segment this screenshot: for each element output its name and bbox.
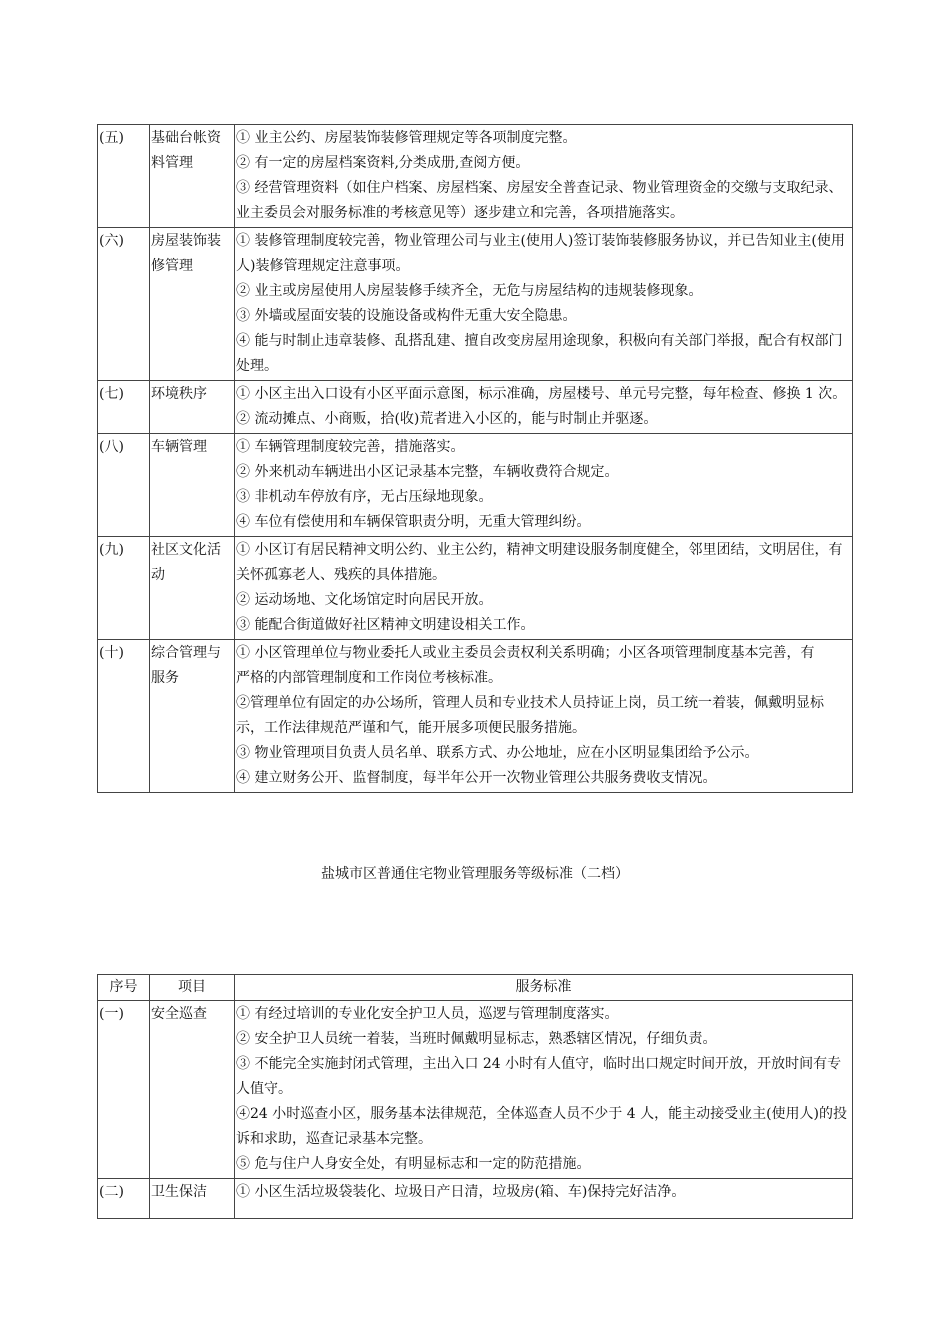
table-row [98,125,853,228]
table-row [98,640,853,793]
row-number: (一) [98,1001,150,1179]
row-standard [235,537,853,640]
document-title: 盐城市区普通住宅物业管理服务等级标准（二档） [321,866,629,882]
standard-line: ① 小区管理单位与物业委托人或业主委员会责权利关系明确；小区各项管理制度基本完善，有 [236,645,815,661]
row-standard [235,228,853,381]
row-item: 车辆管理 [150,434,235,537]
row-standard [235,434,853,537]
row-number: (六) [98,228,150,381]
standard-line: ②管理单位有固定的办公场所，管理人员和专业技术人员持证上岗，员工统一着装，佩戴明显标示，工作法律规范严谨和气，能开展多项便民服务措施。 [236,695,824,736]
standard-line: ① 小区生活垃圾袋装化、垃圾日产日清，垃圾房(箱、车)保持完好洁净。 [236,1184,686,1200]
standard-line: ③ 能配合街道做好社区精神文明建设相关工作。 [236,617,535,633]
table-header-row [98,975,853,1001]
row-number: (二) [98,1179,150,1219]
row-standard [235,1001,853,1179]
standards-table-part2 [97,974,853,1219]
standard-line: ③ 外墙或屋面安装的设施设备或构件无重大安全隐患。 [236,308,577,324]
standard-line: ① 装修管理制度较完善，物业管理公司与业主(使用人)签订装饰装修服务协议，并已告知业主(使用人)装修管理规定注意事项。 [236,233,845,274]
row-item: 社区文化活动 [150,537,235,640]
row-number: (九) [98,537,150,640]
row-item: 基础台帐资料管理 [150,125,235,228]
table-row [98,228,853,381]
standard-line: ④ 建立财务公开、监督制度，每半年公开一次物业管理公共服务费收支情况。 [236,770,717,786]
row-item: 安全巡查 [150,1001,235,1179]
standard-line: ④ 能与时制止违章装修、乱搭乱建、擅自改变房屋用途现象，积极向有关部门举报，配合有权部门处理。 [236,333,843,374]
standard-line: ② 有一定的房屋档案资料,分类成册,查阅方便。 [236,155,530,171]
standard-line: ① 业主公约、房屋装饰装修管理规定等各项制度完整。 [236,130,577,146]
standard-line: ② 流动摊点、小商贩，拾(收)荒者进入小区的，能与时制止并驱逐。 [236,411,658,427]
row-number: (五) [98,125,150,228]
table-row [98,537,853,640]
row-item: 环境秩序 [150,381,235,434]
row-standard [235,381,853,434]
standard-line: ① 车辆管理制度较完善，措施落实。 [236,439,465,455]
table-row [98,1179,853,1219]
standard-line: ② 外来机动车辆进出小区记录基本完整，车辆收费符合规定。 [236,464,619,480]
row-number: (十) [98,640,150,793]
standard-line: ② 运动场地、文化场馆定时向居民开放。 [236,592,493,608]
standard-line: ① 有经过培训的专业化安全护卫人员，巡逻与管理制度落实。 [236,1006,619,1022]
table-row [98,381,853,434]
row-standard [235,640,853,793]
header-item: 项目 [150,975,235,1001]
standard-line: ② 安全护卫人员统一着装，当班时佩戴明显标志，熟悉辖区情况，仔细负责。 [236,1031,717,1047]
table-row [98,434,853,537]
table-row [98,1001,853,1179]
standard-line: ② 业主或房屋使用人房屋装修手续齐全，无危与房屋结构的违规装修现象。 [236,283,703,299]
standard-line: ① 小区订有居民精神文明公约、业主公约，精神文明建设服务制度健全，邻里团结，文明居住，有关怀孤寡老人、残疾的具体措施。 [236,542,843,583]
row-item: 综合管理与服务 [150,640,235,793]
row-number: (八) [98,434,150,537]
header-number: 序号 [98,975,150,1001]
standard-line: ④ 车位有偿使用和车辆保管职责分明，无重大管理纠纷。 [236,514,591,530]
standard-line: ③ 物业管理项目负责人员名单、联系方式、办公地址，应在小区明显集团给予公示。 [236,745,759,761]
standard-line: ① 小区主出入口设有小区平面示意图，标示准确，房屋楼号、单元号完整，每年检查、修换 1 次。 [236,386,847,402]
standard-line: 严格的内部管理制度和工作岗位考核标准。 [236,670,502,686]
standard-line: ④24 小时巡查小区，服务基本法律规范，全体巡查人员不少于 4 人，能主动接受业主(使用人)的投诉和求助，巡查记录基本完整。 [236,1106,847,1147]
row-item: 房屋装饰装修管理 [150,228,235,381]
standard-line: ③ 非机动车停放有序，无占压绿地现象。 [236,489,493,505]
row-standard [235,1179,853,1219]
row-item: 卫生保洁 [150,1179,235,1219]
standard-line: ③ 经营管理资料（如住户档案、房屋档案、房屋安全普查记录、物业管理资金的交缴与支取纪录、业主委员会对服务标准的考核意见等）逐步建立和完善，各项措施落实。 [236,180,843,221]
standard-line: ③ 不能完全实施封闭式管理，主出入口 24 小时有人值守，临时出口规定时间开放，开放时间有专人值守。 [236,1056,842,1097]
header-standard: 服务标准 [235,975,853,1001]
row-standard [235,125,853,228]
row-number: (七) [98,381,150,434]
standards-table-part1 [97,124,853,793]
standard-line: ⑤ 危与住户人身安全处，有明显标志和一定的防范措施。 [236,1156,591,1172]
